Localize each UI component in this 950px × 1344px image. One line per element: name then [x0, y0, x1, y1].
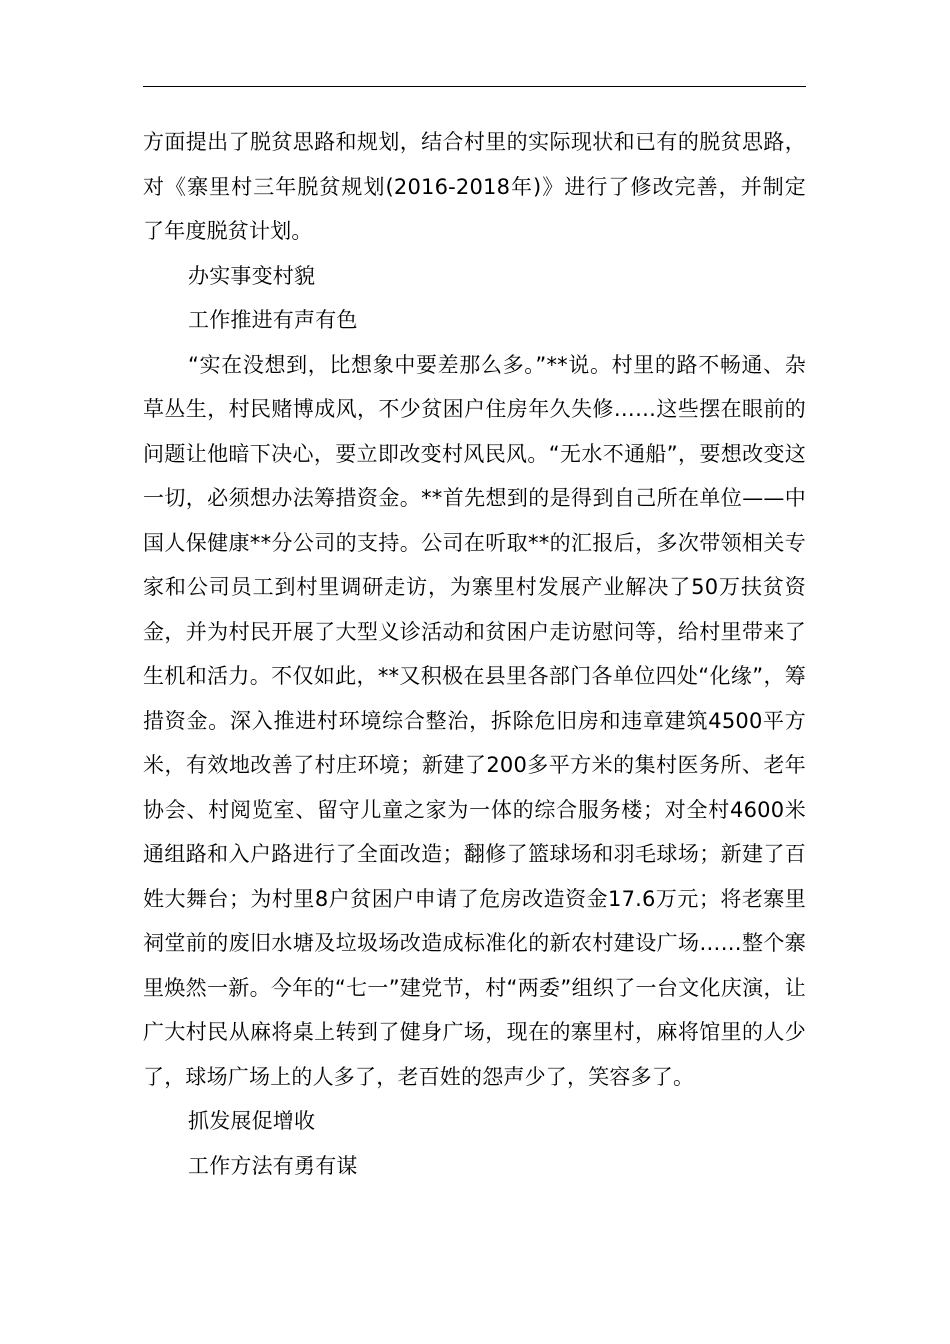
body-paragraph: “实在没想到，比想象中要差那么多。”**说。村里的路不畅通、杂草丛生，村民赌博成风，不少贫困户住房年久失修……这些摆在眼前的问题让他暗下决心，要立即改变村风民风。“无水不通船”，要想改变这一切，必须想办法筹措资金。**首先想到的是得到自己所在单位——中国人保健康**分公司的支持。公司在听取**的汇报后，多次带领相关专家和公司员工到村里调研走访，为寨里村发展产业解决了50万扶贫资金，并为村民开展了大型义诊活动和贫困户走访慰问等，给村里带来了生机和活力。不仅如此，**又积极在县里各部门各单位四处“化缘”，筹措资金。深入推进村环境综合整治，拆除危旧房和违章建筑4500平方米，有效地改善了村庄环境；新建了200多平方米的集村医务所、老年协会、村阅览室、留守儿童之家为一体的综合服务楼；对全村4600米通组路和入户路进行了全面改造；翻修了篮球场和羽毛球场；新建了百姓大舞台；为村里8户贫困户申请了危房改造资金17.6万元；将老寨里祠堂前的废旧水塘及垃圾场改造成标准化的新农村建设广场……整个寨里焕然一新。今年的“七一”建党节，村“两委”组织了一台文化庆演，让广大村民从麻将桌上转到了健身广场，现在的寨里村，麻将馆里的人少了，球场广场上的人多了，老百姓的怨声少了，笑容多了。	[143, 352, 806, 1089]
section-subheading: 工作推进有声有色	[188, 308, 358, 332]
header-rule	[143, 86, 806, 87]
paragraph-continuation: 方面提出了脱贫思路和规划，结合村里的实际现状和已有的脱贫思路，对《寨里村三年脱贫规划(2016-2018年)》进行了修改完善，并制定了年度脱贫计划。	[143, 130, 806, 243]
document-body	[143, 120, 806, 1188]
section-heading: 办实事变村貌	[188, 263, 316, 288]
section-subheading: 工作方法有勇有谋	[188, 1153, 358, 1178]
section-heading: 抓发展促增收	[188, 1109, 316, 1133]
